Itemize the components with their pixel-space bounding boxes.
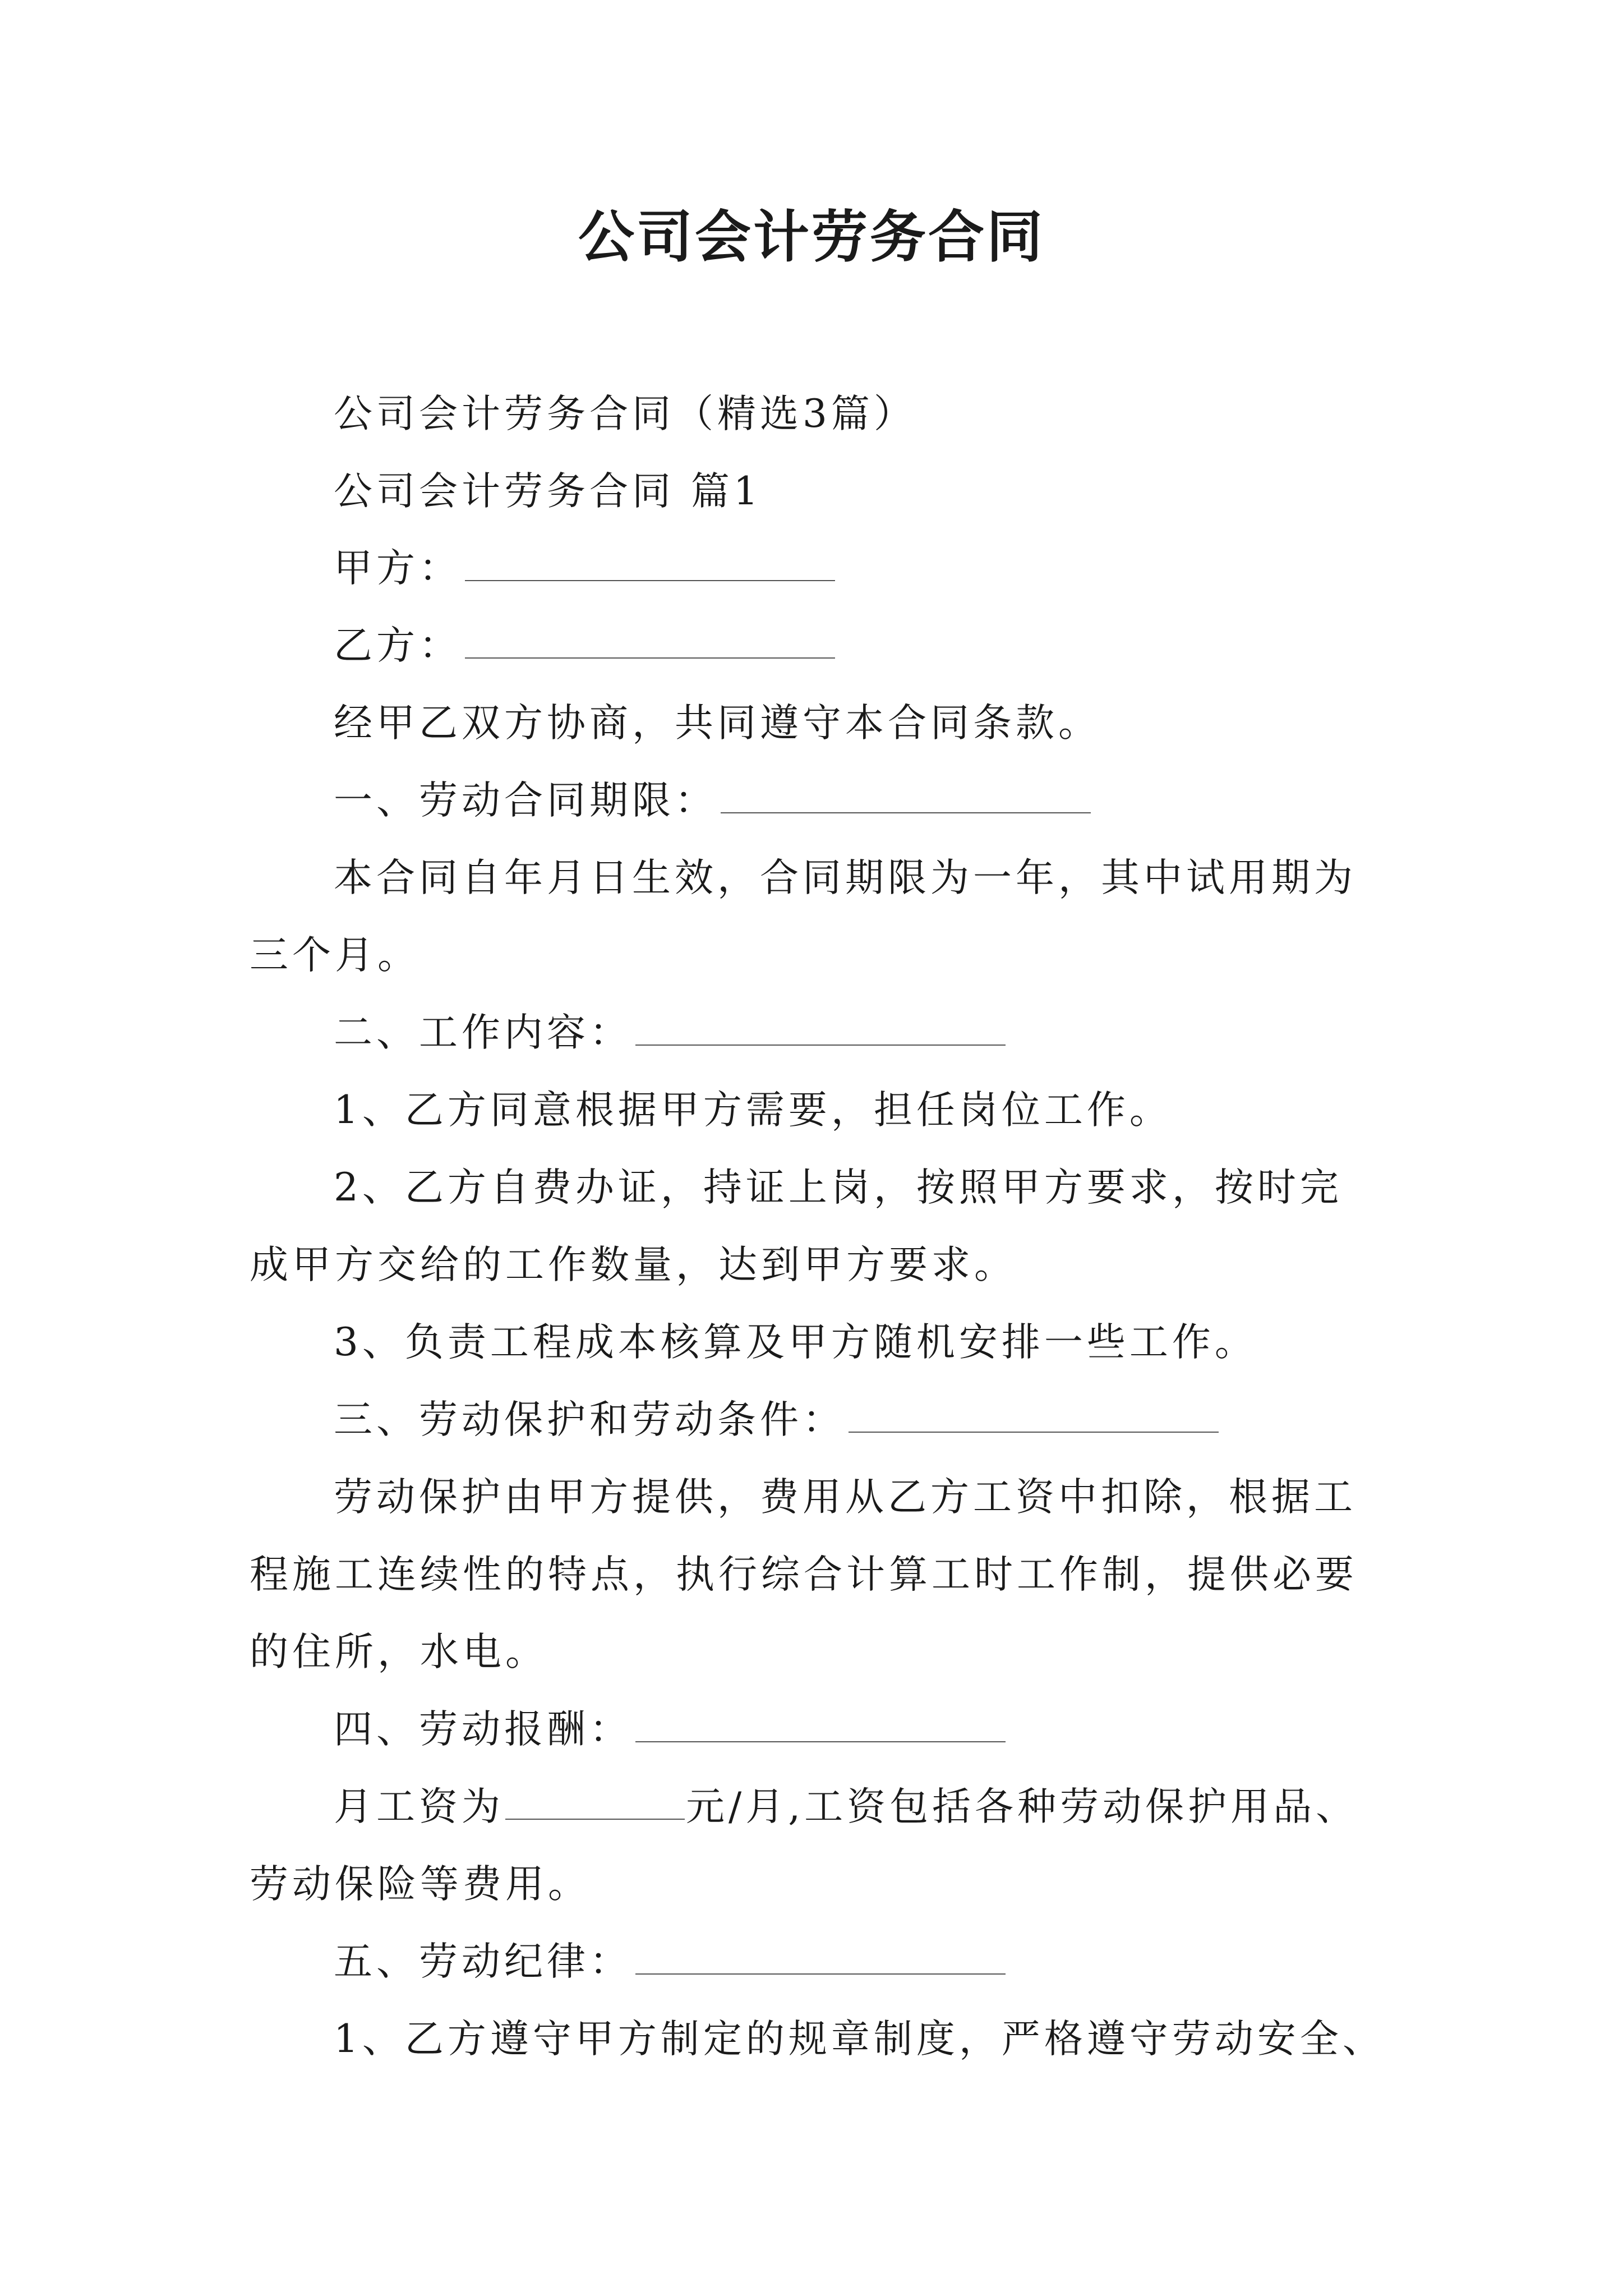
party-b-blank	[465, 626, 835, 659]
salary-blank	[505, 1787, 685, 1820]
clause2-item3-line	[250, 1314, 1257, 1370]
clause3-text-3: 的住所，水电。	[250, 1630, 548, 1674]
clause1-text-1: 本合同自年月日生效，合同期限为一年，其中试用期为	[334, 855, 1357, 900]
clause5-item1: 1、乙方遵守甲方制定的规章制度，严格遵守劳动安全、	[334, 2017, 1385, 2062]
clause2-item3: 3、负责工程成本核算及甲方随机安排一些工作。	[334, 1320, 1257, 1365]
clause2-item2-line-1	[250, 1159, 1343, 1216]
clause5-item1-line	[250, 2011, 1385, 2067]
clause2-heading: 二、工作内容：	[334, 1010, 632, 1055]
clause3-text-2: 程施工连续性的特点，执行综合计算工时工作制，提供必要	[250, 1552, 1358, 1597]
clause4-text-pre: 月工资为	[334, 1784, 504, 1829]
clause1-heading: 一、劳动合同期限：	[334, 778, 717, 823]
party-b-label: 乙方：	[334, 623, 462, 668]
subtitle-text: 公司会计劳务合同（精选3篇）	[334, 392, 916, 436]
clause1-heading-line	[250, 772, 1091, 829]
clause4-text-line-1	[250, 1779, 1358, 1835]
section-heading-text: 公司会计劳务合同 篇1	[334, 469, 762, 514]
subtitle-line	[250, 386, 916, 442]
clause2-blank	[635, 1013, 1006, 1046]
clause4-text-line-2	[250, 1856, 591, 1912]
party-a-blank	[465, 549, 835, 581]
clause3-text-line-2	[250, 1547, 1358, 1603]
party-a-line	[250, 540, 835, 596]
intro-text: 经甲乙双方协商，共同遵守本合同条款。	[334, 701, 1101, 746]
clause3-text-line-3	[250, 1624, 548, 1680]
clause4-blank	[635, 1710, 1006, 1742]
clause3-heading: 三、劳动保护和劳动条件：	[334, 1397, 845, 1442]
section-heading-line	[250, 463, 762, 519]
clause3-heading-line	[250, 1392, 1219, 1448]
clause1-blank	[721, 781, 1091, 813]
clause1-text-line-1	[250, 850, 1357, 906]
clause3-text-1: 劳动保护由甲方提供，费用从乙方工资中扣除，根据工	[334, 1475, 1357, 1520]
clause2-item2-2: 成甲方交给的工作数量，达到甲方要求。	[250, 1243, 1017, 1287]
clause4-heading-line	[250, 1701, 1006, 1757]
clause2-item1-line	[250, 1082, 1172, 1138]
clause5-blank	[635, 1942, 1006, 1975]
party-b-line	[250, 618, 835, 674]
clause1-text-line-2	[250, 927, 420, 983]
party-a-label: 甲方：	[334, 546, 462, 591]
clause4-heading: 四、劳动报酬：	[334, 1707, 632, 1752]
clause4-text-2: 劳动保险等费用。	[250, 1862, 591, 1907]
intro-line	[250, 695, 1101, 751]
clause5-heading-line	[250, 1934, 1006, 1990]
clause2-item1: 1、乙方同意根据甲方需要，担任岗位工作。	[334, 1088, 1172, 1133]
clause2-item2-line-2	[250, 1237, 1017, 1293]
clause1-text-2: 三个月。	[250, 933, 420, 978]
document-title: 公司会计劳务合同	[578, 204, 1045, 270]
clause2-item2-1: 2、乙方自费办证，持证上岗，按照甲方要求，按时完	[334, 1165, 1343, 1210]
clause4-text-post: 元/月,工资包括各种劳动保护用品、	[686, 1784, 1359, 1829]
clause3-text-line-1	[250, 1469, 1357, 1525]
clause3-blank	[849, 1400, 1219, 1433]
clause5-heading: 五、劳动纪律：	[334, 1939, 632, 1984]
clause2-heading-line	[250, 1005, 1006, 1061]
